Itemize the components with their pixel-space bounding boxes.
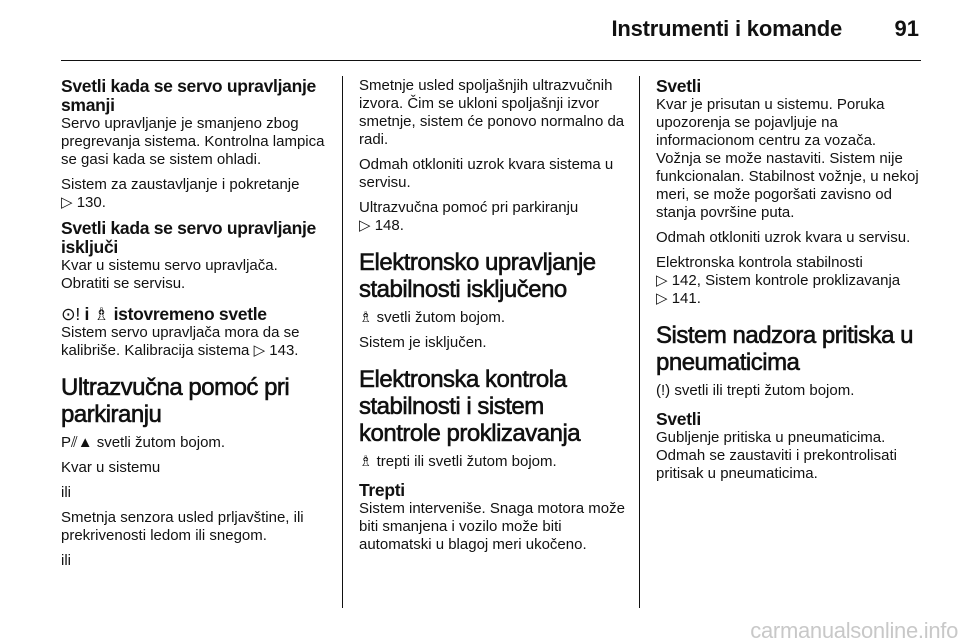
text: Sistem za zaustavljanje i pokretanje [61,176,300,193]
text: svetli žutom bojom. [92,434,226,451]
section-heading-lights: Svetli [656,76,701,96]
paragraph: Smetnje usled spoljašnjih ultrazvučnih izvora. Čim se ukloni spoljašnji izvor smetnje, sistem će ponovo normalno da radi. [359,77,625,148]
page-reference-link[interactable]: ▷ 141. [656,290,701,307]
paragraph: Servo upravljanje je smanjeno zbog pregrevanja sistema. Kontrolna lampica se gasi kada se sistem ohladi. [61,115,325,168]
paragraph: ili [61,552,71,569]
column-divider-2 [639,76,640,608]
text: istovremeno svetle [109,304,267,324]
section-heading-esc-off: Elektronsko upravljanje stabilnosti isključeno [359,249,596,303]
watermark: carmanualsonline.info [750,618,958,643]
text: i [79,304,94,324]
section-heading-servo-off: Svetli kada se servo upravljanje isključi [61,218,316,257]
paragraph [61,434,329,452]
paragraph: Odmah otkloniti uzrok kvara u servisu. [656,229,911,246]
section-heading-tire-pressure: Sistem nadzora pritiska u pneumaticima [656,322,913,376]
paragraph: Kvar je prisutan u sistemu. Poruka upozorenja se pojavljuje na informacionom centru za vozača. Vožnja se može nastaviti. Sistem nije funkcionalan. Stabilnost vožnje, u nekoj meri, se može pogoršati zavisno od stanja površine puta. [656,96,919,221]
paragraph [359,199,625,235]
paragraph [359,453,625,471]
text: svetli ili trepti žutom bojom. [670,382,855,399]
column-1 [61,77,329,577]
paragraph: Smetnja senzora usled prljavštine, ili prekrivenosti ledom ili snegom. [61,509,304,544]
chapter-title: Instrumenti i komande [611,16,842,41]
section-heading-servo-reduced: Svetli kada se servo upravljanje smanji [61,76,316,115]
paragraph: Odmah otkloniti uzrok kvara sistema u servisu. [359,156,614,191]
esc-off-icon: ♗ [359,309,373,326]
page-reference-link[interactable]: ▷ 148. [359,217,404,234]
parking-assist-icon: P⫽▲ [61,434,93,451]
paragraph: Sistem servo upravljača mora da se kalibriše. Kalibracija sistema ▷ 143. [61,324,300,359]
column-2 [359,77,625,561]
paragraph: Kvar u sistemu servo upravljača. Obratiti se servisu. [61,257,278,292]
text: trepti ili svetli žutom bojom. [372,453,557,470]
section-heading-parking-assist: Ultrazvučna pomoć pri parkiranju [61,374,290,428]
page-number: 91 [894,16,919,41]
paragraph: Sistem interveniše. Snaga motora može biti smanjena i vozilo može biti automatski u blagoj meri ukočeno. [359,500,625,553]
paragraph: Sistem je isključen. [359,334,487,351]
tire-pressure-icon: (!) [656,382,671,399]
text: svetli žutom bojom. [372,309,505,326]
column-divider-1 [342,76,343,608]
page-header [0,0,960,60]
header-rule [61,60,921,61]
column-3 [656,77,924,490]
section-heading-calibration [61,305,329,324]
section-heading-flashes: Trepti [359,480,405,500]
text: Elektronska kontrola stabilnosti [656,254,863,271]
paragraph: Gubljenje pritiska u pneumaticima. Odmah se zaustaviti i prekontrolisati pritisak u pneumaticima. [656,429,897,482]
paragraph [61,176,329,212]
section-heading-esc-tcs: Elektronska kontrola stabilnosti i sistem kontrole proklizavanja [359,366,581,447]
esc-off-icon: ♗ [93,304,110,324]
paragraph: ili [61,484,71,501]
paragraph [359,309,625,327]
paragraph [656,254,924,308]
text: Ultrazvučna pomoć pri parkiranju [359,199,579,216]
steering-warning-icon: ⊙! [61,304,80,324]
esc-icon: ♗ [359,453,373,470]
page-reference-link[interactable]: ▷ 130. [61,194,106,211]
section-heading-lights-2: Svetli [656,409,701,429]
paragraph: Kvar u sistemu [61,459,161,476]
paragraph [656,382,924,400]
page-reference-link[interactable]: ▷ 142, Sistem kontrole proklizavanja [656,272,901,289]
